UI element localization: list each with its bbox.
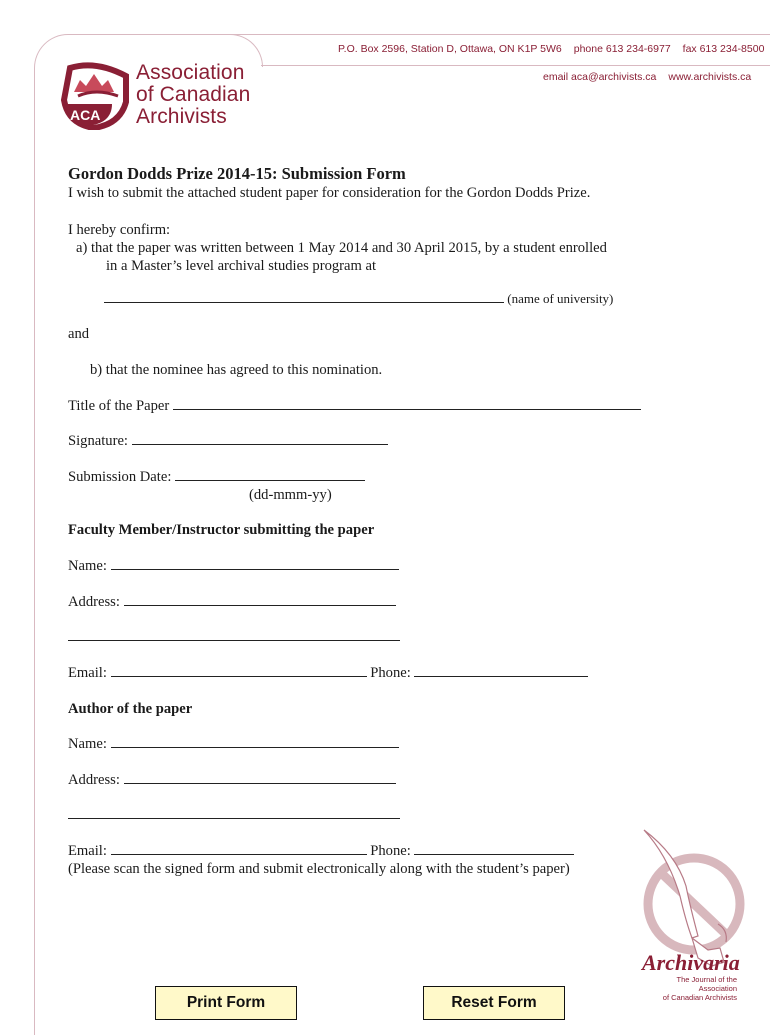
- faculty-address-row: [68, 593, 396, 611]
- postal-address: P.O. Box 2596, Station D, Ottawa, ON K1P 5W6: [338, 43, 562, 55]
- faculty-address2-row: [68, 628, 400, 646]
- author-address-field[interactable]: [124, 771, 396, 784]
- paper-title-row: [68, 397, 641, 415]
- faculty-phone-label: Phone:: [370, 665, 411, 681]
- author-name-row: [68, 735, 399, 753]
- paper-title-label: Title of the Paper: [68, 398, 170, 414]
- author-name-label: Name:: [68, 736, 107, 752]
- university-row: [104, 290, 613, 308]
- email-address[interactable]: email aca@archivists.ca: [543, 71, 657, 83]
- author-heading: Author of the paper: [68, 701, 193, 717]
- contact-line2: [543, 71, 751, 83]
- aca-logo-icon: [60, 62, 132, 130]
- faculty-phone-field[interactable]: [414, 664, 588, 677]
- faculty-address2-field[interactable]: [68, 628, 400, 641]
- faculty-email-field[interactable]: [111, 664, 367, 677]
- author-address2-row: [68, 806, 400, 824]
- item-b-text: b) that the nominee has agreed to this nomination.: [90, 362, 383, 378]
- author-email-label: Email:: [68, 843, 107, 859]
- org-name: [136, 62, 250, 128]
- author-address2-field[interactable]: [68, 806, 400, 819]
- author-address-label: Address:: [68, 772, 120, 788]
- scan-note: (Please scan the signed form and submit electronically along with the student’s paper): [68, 861, 570, 877]
- author-address-row: [68, 771, 396, 789]
- university-hint: (name of university): [507, 291, 614, 306]
- form-title: Gordon Dodds Prize 2014-15: Submission Form: [68, 164, 406, 183]
- org-name-line2: of Canadian: [136, 83, 251, 106]
- website-link[interactable]: www.archivists.ca: [668, 71, 752, 83]
- signature-row: [68, 432, 388, 450]
- faculty-name-label: Name:: [68, 558, 107, 574]
- confirm-heading: I hereby confirm:: [68, 222, 171, 238]
- org-name-line3: Archivists: [136, 105, 227, 128]
- author-email-field[interactable]: [111, 842, 367, 855]
- date-field[interactable]: [175, 468, 365, 481]
- and-text: and: [68, 326, 90, 342]
- letterhead-rule: [261, 65, 770, 66]
- faculty-address-label: Address:: [68, 594, 120, 610]
- org-name-line1: Association: [136, 61, 245, 84]
- faculty-name-field[interactable]: [111, 557, 399, 570]
- date-row: [68, 468, 365, 486]
- author-phone-field[interactable]: [414, 842, 574, 855]
- faculty-email-label: Email:: [68, 665, 107, 681]
- author-name-field[interactable]: [111, 735, 399, 748]
- date-label: Submission Date:: [68, 469, 172, 485]
- archivaria-subtitle: [637, 975, 737, 1002]
- item-a-line2: in a Master’s level archival studies program at: [106, 258, 377, 274]
- reset-form-button[interactable]: Reset Form: [423, 986, 565, 1020]
- fax-number: fax 613 234-8500: [682, 43, 765, 55]
- faculty-contact-row: [68, 664, 588, 682]
- author-phone-label: Phone:: [370, 843, 411, 859]
- date-hint: (dd-mmm-yy): [249, 487, 332, 503]
- university-field[interactable]: [104, 290, 504, 303]
- archivaria-subtitle-line2: of Canadian Archivists: [662, 993, 737, 1002]
- contact-line1: [338, 43, 764, 55]
- faculty-address-field[interactable]: [124, 593, 396, 606]
- phone-number: phone 613 234-6977: [573, 43, 671, 55]
- signature-field[interactable]: [132, 432, 388, 445]
- author-contact-row: [68, 842, 574, 860]
- intro-text: I wish to submit the attached student paper for consideration for the Gordon Dodds Prize.: [68, 185, 591, 201]
- archivaria-subtitle-line1: The Journal of the Association: [676, 975, 737, 993]
- paper-title-field[interactable]: [173, 397, 641, 410]
- print-form-button[interactable]: Print Form: [155, 986, 297, 1020]
- faculty-heading: Faculty Member/Instructor submitting the paper: [68, 522, 375, 538]
- signature-label: Signature:: [68, 433, 128, 449]
- archivaria-wordmark: Archivaria: [642, 950, 740, 975]
- faculty-name-row: [68, 557, 399, 575]
- aca-logo-text: ACA: [70, 107, 101, 123]
- item-a-line1: a) that the paper was written between 1 May 2014 and 30 April 2015, by a student enrolled: [76, 240, 607, 256]
